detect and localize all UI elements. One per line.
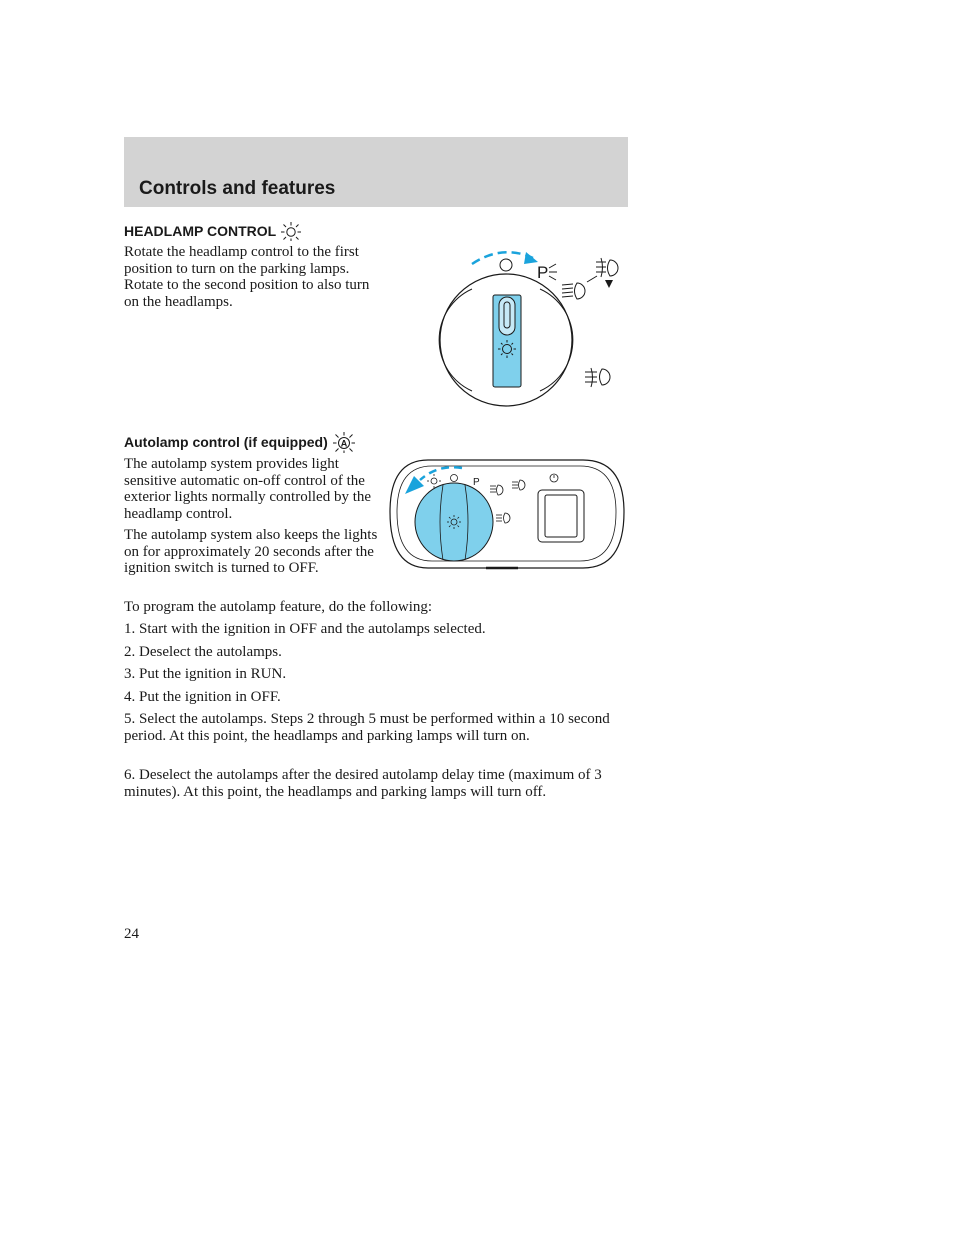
low-beam-icon	[562, 283, 585, 299]
program-step-1: 1. Start with the ignition in OFF and the autolamps selected.	[124, 621, 486, 637]
autolamp-control-figure	[388, 456, 628, 576]
headlamp-control-figure	[430, 238, 630, 414]
autolamp-icon-letter: A	[340, 438, 348, 449]
parking-rays-icon	[549, 264, 557, 280]
headlamp-heading	[124, 221, 302, 241]
fog-lamp-lower-icon	[585, 368, 610, 387]
section-title: Controls and features	[139, 178, 336, 199]
fog-link-dash	[587, 276, 597, 282]
autolamp-body-1: The autolamp system provides light sensitive automatic on-off control of the exterior lights normally controlled by the headlamp control.	[124, 456, 372, 522]
off-position-icon	[500, 259, 512, 271]
dimmer-wheel	[545, 495, 577, 537]
arrow-head	[524, 252, 538, 264]
autolamp-knob	[415, 483, 493, 561]
section-header-band	[124, 137, 628, 207]
pull-down-arrow-icon	[605, 280, 613, 288]
program-step-2: 2. Deselect the autolamps.	[124, 644, 282, 660]
program-step-3: 3. Put the ignition in RUN.	[124, 666, 287, 682]
autolamp-heading	[124, 431, 356, 453]
autolamp-heading-text: Autolamp control (if equipped)	[124, 434, 328, 450]
parking-lamp-symbol: P	[537, 263, 549, 282]
fog-lamp-icon	[596, 258, 618, 277]
page-number: 24	[124, 926, 139, 942]
program-step-5: 5. Select the autolamps. Steps 2 through 5 must be performed within a 10 second period. At this point, the headlamps and parking lamps will turn on.	[124, 711, 610, 744]
headlamp-body: Rotate the headlamp control to the first position to turn on the parking lamps. Rotate to the second position to also turn on the headlamps.	[124, 244, 370, 310]
knob-slot	[499, 297, 515, 335]
program-step-4: 4. Put the ignition in OFF.	[124, 689, 281, 705]
autolamp-icon	[332, 431, 356, 453]
rotation-arrow	[472, 252, 533, 264]
headlamp-heading-text: HEADLAMP CONTROL	[124, 223, 277, 239]
program-intro: To program the autolamp feature, do the following:	[124, 599, 433, 615]
program-step-6: 6. Deselect the autolamps after the desired autolamp delay time (maximum of 3 minutes). At this point, the headlamps and parking lamps will turn off.	[124, 767, 602, 800]
headlamp-sun-icon	[280, 221, 302, 241]
parking-symbol-small: P	[473, 477, 480, 488]
autolamp-body-2: The autolamp system also keeps the lights on for approximately 20 seconds after the ignition switch is turned to OFF.	[124, 527, 378, 576]
